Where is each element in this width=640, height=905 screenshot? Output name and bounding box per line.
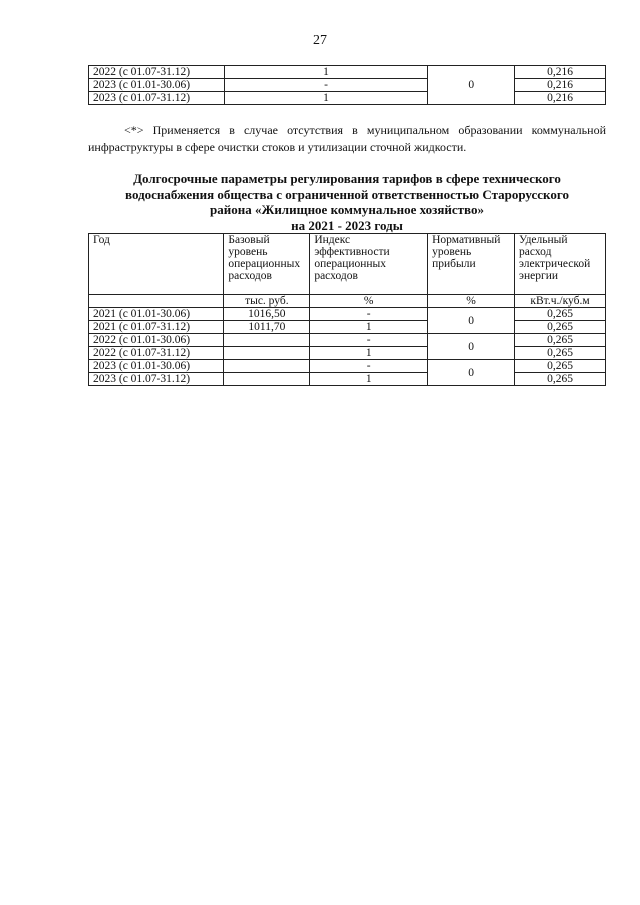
- energy-cell: 0,265: [515, 334, 606, 347]
- base-cost-cell: [224, 347, 310, 360]
- energy-cell: 0,216: [515, 92, 606, 105]
- header-row: [89, 234, 606, 295]
- table-row: [89, 347, 606, 360]
- energy-cell: 0,216: [515, 79, 606, 92]
- section-title-line: Долгосрочные параметры регулирования тарифов в сфере технического: [133, 171, 561, 186]
- energy-cell: 0,216: [515, 66, 606, 79]
- period-cell: 2021 (с 01.01-30.06): [89, 308, 224, 321]
- energy-cell: 0,265: [515, 360, 606, 373]
- base-cost-cell: [224, 373, 310, 386]
- page-number: 27: [313, 33, 327, 48]
- energy-cell: 0,265: [515, 321, 606, 334]
- table-row: [89, 321, 606, 334]
- energy-cell: 0,265: [515, 308, 606, 321]
- table-row: [89, 308, 606, 321]
- continuation-table: [88, 65, 606, 105]
- period-cell: 2022 (с 01.07-31.12): [89, 66, 225, 79]
- index-cell: 1: [224, 66, 428, 79]
- index-cell: -: [310, 308, 428, 321]
- table-row: [89, 66, 606, 79]
- period-cell: 2023 (с 01.01-30.06): [89, 360, 224, 373]
- unit-year: [89, 295, 224, 308]
- index-cell: -: [224, 79, 428, 92]
- period-cell: 2021 (с 01.07-31.12): [89, 321, 224, 334]
- profit-cell: 0: [428, 66, 515, 105]
- profit-cell: 0: [428, 334, 515, 360]
- base-cost-cell: 1016,50: [224, 308, 310, 321]
- header-energy-consumption: Удельный расход электрической энергии: [515, 234, 606, 295]
- index-cell: 1: [310, 347, 428, 360]
- section-title-line: района «Жилищное коммунальное хозяйство»: [210, 202, 484, 217]
- index-cell: 1: [310, 373, 428, 386]
- period-cell: 2023 (с 01.07-31.12): [89, 373, 224, 386]
- period-cell: 2023 (с 01.01-30.06): [89, 79, 225, 92]
- table-row: [89, 334, 606, 347]
- table-row: [89, 360, 606, 373]
- section-title: [88, 171, 606, 233]
- index-cell: 1: [310, 321, 428, 334]
- section-title-line: водоснабжения общества с ограниченной ответственностью Старорусского: [125, 186, 569, 202]
- energy-cell: 0,265: [515, 347, 606, 360]
- table-row: [89, 79, 606, 92]
- section-title-line: на 2021 - 2023 годы: [291, 217, 403, 233]
- header-profit-level: Нормативный уровень прибыли: [428, 234, 515, 295]
- unit-base-cost: тыс. руб.: [224, 295, 310, 308]
- footnote: <*> Применяется в случае отсутствия в муниципальном образовании коммунальной инфраструктуры в сфере очистки стоков и утилизации сточной жидкости.: [88, 123, 606, 154]
- base-cost-cell: 1011,70: [224, 321, 310, 334]
- unit-profit-level: %: [428, 295, 515, 308]
- tariff-parameters-table: [88, 233, 606, 386]
- unit-energy-consumption: кВт.ч./куб.м: [515, 295, 606, 308]
- index-cell: -: [310, 360, 428, 373]
- period-cell: 2022 (с 01.07-31.12): [89, 347, 224, 360]
- index-cell: -: [310, 334, 428, 347]
- table-row: [89, 92, 606, 105]
- header-year: Год: [89, 234, 224, 295]
- profit-cell: 0: [428, 308, 515, 334]
- header-efficiency-index: Индекс эффективности операционных расходов: [310, 234, 428, 295]
- base-cost-cell: [224, 360, 310, 373]
- base-cost-cell: [224, 334, 310, 347]
- period-cell: 2022 (с 01.01-30.06): [89, 334, 224, 347]
- period-cell: 2023 (с 01.07-31.12): [89, 92, 225, 105]
- index-cell: 1: [224, 92, 428, 105]
- units-row: [89, 295, 606, 308]
- header-base-cost: Базовый уровень операционных расходов: [224, 234, 310, 295]
- profit-cell: 0: [428, 360, 515, 386]
- energy-cell: 0,265: [515, 373, 606, 386]
- unit-efficiency-index: %: [310, 295, 428, 308]
- table-row: [89, 373, 606, 386]
